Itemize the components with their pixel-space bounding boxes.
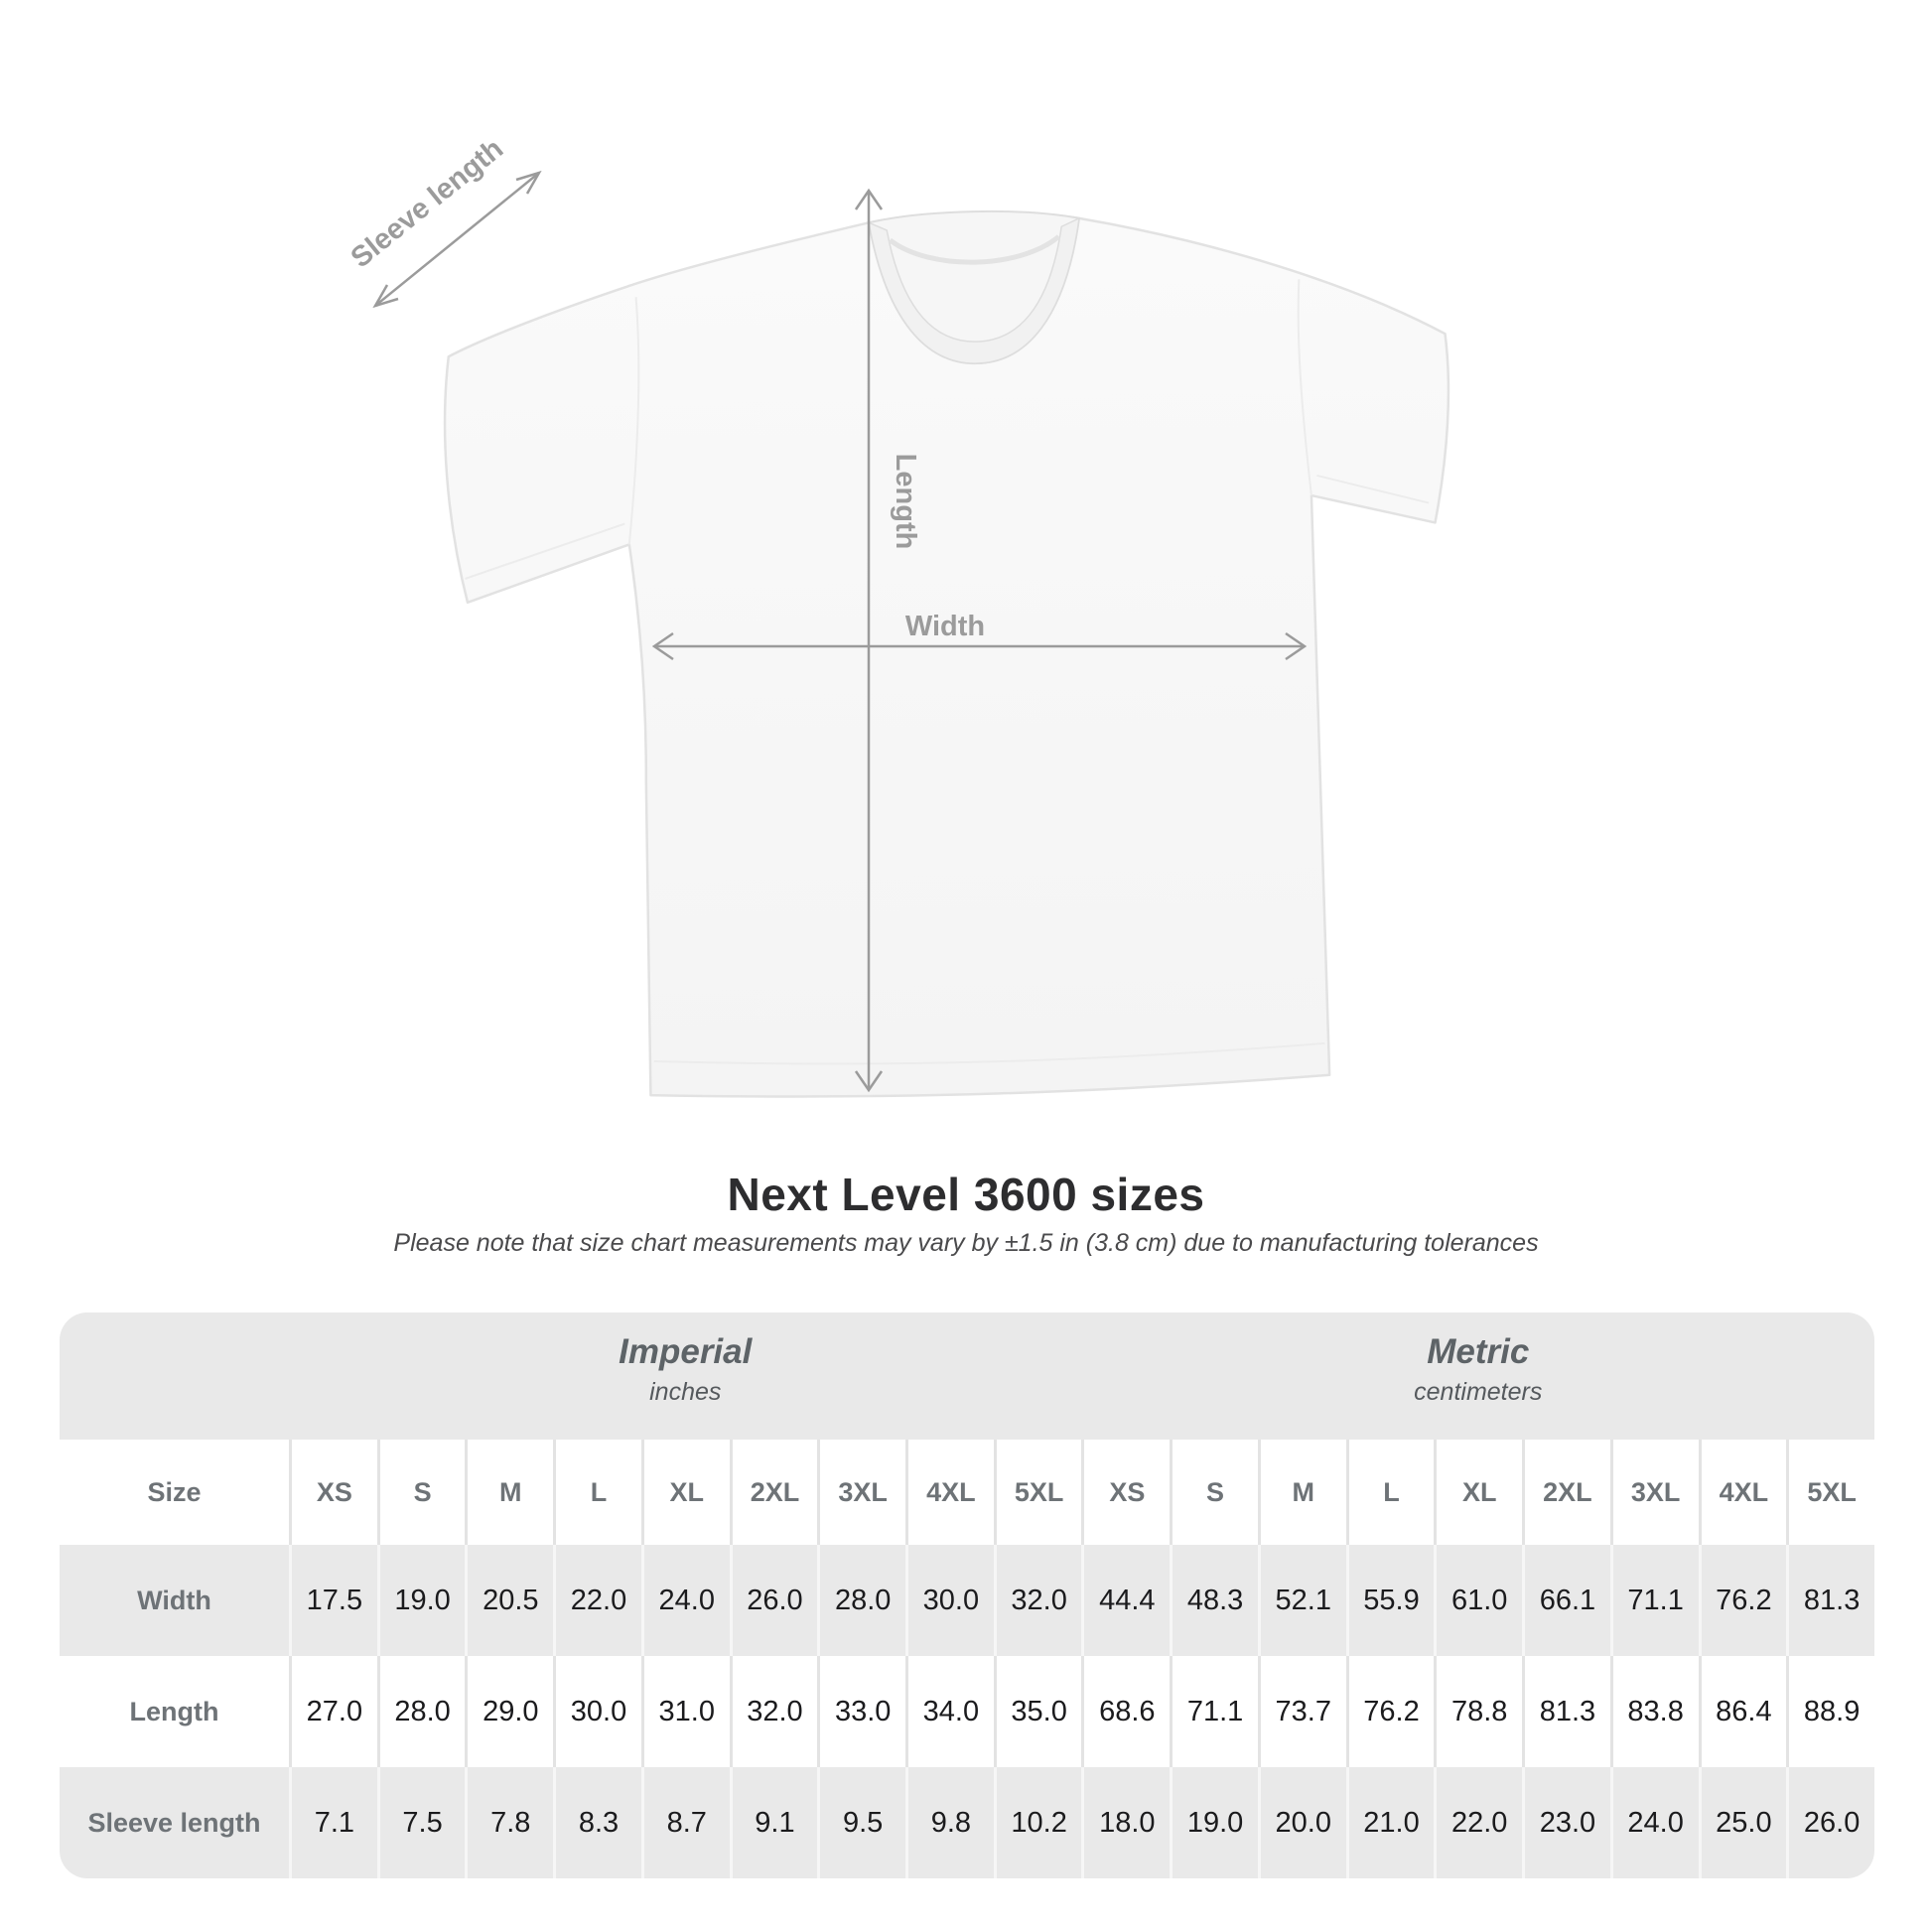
metric-sublabel: centimeters: [1414, 1377, 1543, 1406]
unit-band-spacer: [60, 1312, 289, 1440]
measurement-cell: 86.4: [1699, 1656, 1787, 1767]
measurement-cell: 23.0: [1522, 1767, 1610, 1878]
row-label: Sleeve length: [87, 1807, 261, 1838]
measurement-cell: 48.3: [1170, 1545, 1258, 1656]
measurement-cell: 26.0: [1786, 1767, 1874, 1878]
measurement-row: [60, 1656, 1874, 1767]
size-header-cell: XL: [641, 1440, 730, 1545]
size-header-cell: 3XL: [817, 1440, 905, 1545]
length-label: Length: [890, 453, 921, 550]
measurement-cell: 30.0: [905, 1545, 994, 1656]
measurement-cell: 71.1: [1610, 1545, 1699, 1656]
metric-label: Metric: [1427, 1331, 1530, 1371]
measurement-cell: 24.0: [641, 1545, 730, 1656]
measurement-cell: 32.0: [994, 1545, 1082, 1656]
measurement-cell: 27.0: [289, 1656, 377, 1767]
measurement-cell: 22.0: [1434, 1767, 1522, 1878]
measurement-row: [60, 1767, 1874, 1878]
width-label: Width: [904, 611, 986, 642]
measurement-cell: 19.0: [377, 1545, 466, 1656]
measurement-cell: 9.8: [905, 1767, 994, 1878]
imperial-sublabel: inches: [649, 1377, 722, 1406]
size-header-cell: 5XL: [1786, 1440, 1874, 1545]
imperial-label: Imperial: [619, 1331, 753, 1371]
size-header-cell: S: [1170, 1440, 1258, 1545]
measurement-cell: 44.4: [1081, 1545, 1170, 1656]
size-header-cell: M: [1258, 1440, 1346, 1545]
size-header-cell: XS: [289, 1440, 377, 1545]
tshirt-shape: [441, 202, 1463, 1105]
measurement-cell: 78.8: [1434, 1656, 1522, 1767]
size-header-cell: 4XL: [1699, 1440, 1787, 1545]
measurement-cell: 32.0: [730, 1656, 818, 1767]
measurement-cell: 7.5: [377, 1767, 466, 1878]
measurement-cell: 26.0: [730, 1545, 818, 1656]
measurement-cell: 18.0: [1081, 1767, 1170, 1878]
measurement-cell: 68.6: [1081, 1656, 1170, 1767]
measurement-cell: 30.0: [553, 1656, 641, 1767]
measurement-cell: 9.5: [817, 1767, 905, 1878]
size-header-cell: M: [465, 1440, 553, 1545]
size-header-cell: 2XL: [730, 1440, 818, 1545]
measurement-cell: 19.0: [1170, 1767, 1258, 1878]
measurement-cell: 17.5: [289, 1545, 377, 1656]
sleeve-length-label: Sleeve length: [345, 132, 510, 275]
size-header-cell: XL: [1434, 1440, 1522, 1545]
size-table-body: [60, 1440, 1874, 1878]
measurement-cell: 21.0: [1346, 1767, 1435, 1878]
measurement-cell: 29.0: [465, 1656, 553, 1767]
measurement-cell: 7.8: [465, 1767, 553, 1878]
measurement-cell: 8.3: [553, 1767, 641, 1878]
size-header-cell: L: [1346, 1440, 1435, 1545]
measurement-cell: 76.2: [1699, 1545, 1787, 1656]
measurement-cell: 81.3: [1786, 1545, 1874, 1656]
measurement-cell: 88.9: [1786, 1656, 1874, 1767]
measurement-cell: 8.7: [641, 1767, 730, 1878]
measurement-cell: 55.9: [1346, 1545, 1435, 1656]
size-header-cell: 2XL: [1522, 1440, 1610, 1545]
size-header-cell: 5XL: [994, 1440, 1082, 1545]
measurement-cell: 20.5: [465, 1545, 553, 1656]
measurement-cell: 7.1: [289, 1767, 377, 1878]
measurement-cell: 76.2: [1346, 1656, 1435, 1767]
measurement-cell: 33.0: [817, 1656, 905, 1767]
imperial-header: [289, 1312, 1082, 1440]
size-header-cell: 3XL: [1610, 1440, 1699, 1545]
row-label: Width: [137, 1585, 211, 1615]
measurement-row: [60, 1545, 1874, 1656]
measurement-cell: 52.1: [1258, 1545, 1346, 1656]
size-header-cell: 4XL: [905, 1440, 994, 1545]
page-title: Next Level 3600 sizes: [727, 1169, 1205, 1220]
measurement-cell: 35.0: [994, 1656, 1082, 1767]
size-header-cell: XS: [1081, 1440, 1170, 1545]
measurement-cell: 83.8: [1610, 1656, 1699, 1767]
measurement-cell: 20.0: [1258, 1767, 1346, 1878]
measurement-cell: 22.0: [553, 1545, 641, 1656]
measurement-cell: 28.0: [817, 1545, 905, 1656]
size-chart: [60, 1312, 1874, 1878]
measurement-cell: 66.1: [1522, 1545, 1610, 1656]
measurement-cell: 34.0: [905, 1656, 994, 1767]
measurement-cell: 10.2: [994, 1767, 1082, 1878]
row-label: Length: [129, 1696, 219, 1726]
size-header-cell: S: [377, 1440, 466, 1545]
measurement-cell: 81.3: [1522, 1656, 1610, 1767]
size-header-cell: L: [553, 1440, 641, 1545]
measurement-cell: 31.0: [641, 1656, 730, 1767]
size-col-header: Size: [147, 1476, 202, 1507]
measurement-cell: 28.0: [377, 1656, 466, 1767]
measurement-cell: 25.0: [1699, 1767, 1787, 1878]
measurement-cell: 71.1: [1170, 1656, 1258, 1767]
metric-header: [1082, 1312, 1875, 1440]
measurement-cell: 24.0: [1610, 1767, 1699, 1878]
measurement-cell: 73.7: [1258, 1656, 1346, 1767]
size-header-row: [60, 1440, 1874, 1545]
size-table: [60, 1440, 1874, 1878]
tolerance-note: Please note that size chart measurements may vary by ±1.5 in (3.8 cm) due to manufacturing tolerances: [393, 1229, 1539, 1257]
unit-header-band: [60, 1312, 1874, 1440]
measurement-cell: 61.0: [1434, 1545, 1522, 1656]
measurement-cell: 9.1: [730, 1767, 818, 1878]
